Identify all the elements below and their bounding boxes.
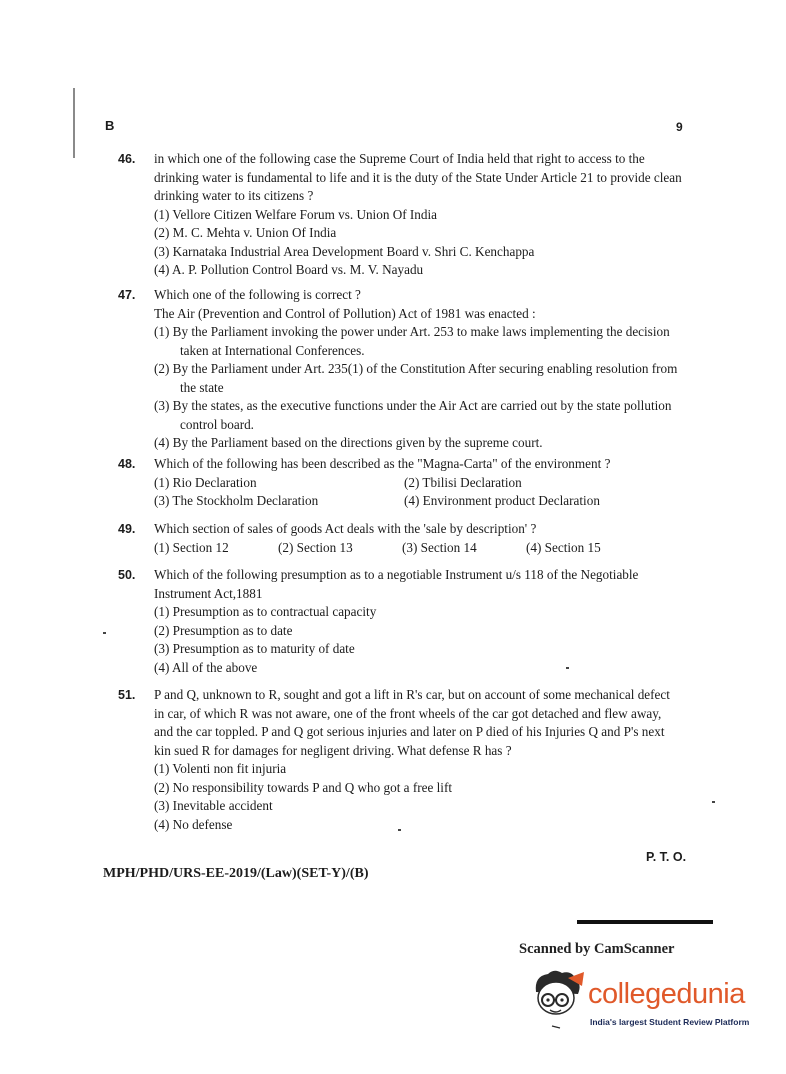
- option-2: (2) Tbilisi Declaration: [404, 474, 522, 490]
- scan-speck: [566, 667, 569, 669]
- question-48: [118, 455, 683, 511]
- options-grid: [154, 474, 683, 511]
- option-4: (4) No defense: [154, 816, 233, 832]
- scanner-credit: Scanned by CamScanner: [519, 941, 675, 957]
- mascot-icon: [528, 968, 588, 1032]
- question-number: 50.: [118, 568, 136, 582]
- question-46: [118, 150, 683, 280]
- option-3: (3) By the states, as the executive functions under the Air Act are carried out by the state pollution control board.: [154, 398, 672, 432]
- options-row: [154, 539, 683, 558]
- option-3: (3) The Stockholm Declaration: [154, 493, 319, 508]
- option-3: (3) Karnataka Industrial Area Development Board v. Shri C. Kenchappa: [154, 243, 535, 259]
- question-stem: P and Q, unknown to R, sought and got a lift in R's car, but on account of some mechanical defect in car, of which R was not aware, one of the front wheels of the car got detached and flew away, and the car toppled. P and Q got serious injuries and later on P died of his Injuries Q and P's next kin sued R for damages for negligent driving. What defense R has ?: [154, 687, 670, 758]
- question-49: [118, 520, 683, 557]
- brand-tagline: India's largest Student Review Platform: [590, 1017, 750, 1027]
- option-4: (4) Section 15: [526, 539, 601, 555]
- question-number: 49.: [118, 522, 136, 536]
- page-number: 9: [676, 120, 683, 134]
- option-2: (2) By the Parliament under Art. 235(1) of the Constitution After securing enabling resolution from the state: [154, 361, 678, 395]
- option-4: (4) Environment product Declaration: [404, 493, 600, 508]
- scan-divider: [577, 920, 713, 924]
- scan-speck: [103, 632, 106, 634]
- question-stem: Which of the following presumption as to a negotiable Instrument u/s 118 of the Negotiable Instrument Act,1881: [154, 567, 639, 601]
- question-stem: Which section of sales of goods Act deals with the 'sale by description' ?: [154, 521, 537, 536]
- option-1: (1) Section 12: [154, 539, 229, 555]
- question-number: 48.: [118, 457, 136, 471]
- question-51: [118, 686, 683, 834]
- scan-speck: [712, 801, 715, 803]
- option-1: (1) Volenti non fit injuria: [154, 761, 287, 776]
- option-2: (2) No responsibility towards P and Q who got a free lift: [154, 779, 453, 795]
- option-1: (1) Vellore Citizen Welfare Forum vs. Union Of India: [154, 206, 438, 222]
- option-4: (4) All of the above: [154, 659, 258, 675]
- question-number: 46.: [118, 152, 136, 166]
- option-1: (1) Rio Declaration: [154, 474, 257, 490]
- option-4: (4) A. P. Pollution Control Board vs. M. V. Nayadu: [154, 262, 424, 277]
- option-1: (1) By the Parliament invoking the power under Art. 253 to make laws implementing the decision taken at International Conferences.: [154, 324, 670, 358]
- option-1: (1) Presumption as to contractual capacity: [154, 604, 377, 619]
- exam-code: MPH/PHD/URS-EE-2019/(Law)(SET-Y)/(B): [103, 866, 369, 881]
- option-3: (3) Section 14: [402, 539, 477, 555]
- collegedunia-logo: [528, 968, 758, 1038]
- section-label: B: [105, 118, 115, 133]
- brand-name: collegedunia: [588, 978, 745, 1010]
- question-stem: Which one of the following is correct ?: [154, 287, 361, 302]
- scan-speck: [398, 829, 401, 831]
- question-substem: The Air (Prevention and Control of Pollution) Act of 1981 was enacted :: [154, 305, 536, 321]
- question-number: 47.: [118, 288, 136, 302]
- option-4: (4) By the Parliament based on the directions given by the supreme court.: [154, 435, 543, 450]
- please-turn-over: P. T. O.: [646, 850, 687, 864]
- question-stem: in which one of the following case the Supreme Court of India held that right to access to the drinking water is fundamental to life and it is the duty of the State Under Article 21 to provide clean drinking water to its citizens ?: [154, 151, 682, 203]
- question-50: [118, 566, 683, 677]
- option-3: (3) Presumption as to maturity of date: [154, 641, 355, 656]
- question-47: [118, 286, 683, 453]
- option-2: (2) Section 13: [278, 539, 353, 555]
- option-2: (2) Presumption as to date: [154, 622, 293, 638]
- option-2: (2) M. C. Mehta v. Union Of India: [154, 225, 337, 240]
- binding-margin-line: [73, 88, 75, 158]
- question-stem: Which of the following has been described as the "Magna-Carta" of the environment ?: [154, 456, 611, 471]
- option-3: (3) Inevitable accident: [154, 798, 273, 813]
- question-number: 51.: [118, 688, 136, 702]
